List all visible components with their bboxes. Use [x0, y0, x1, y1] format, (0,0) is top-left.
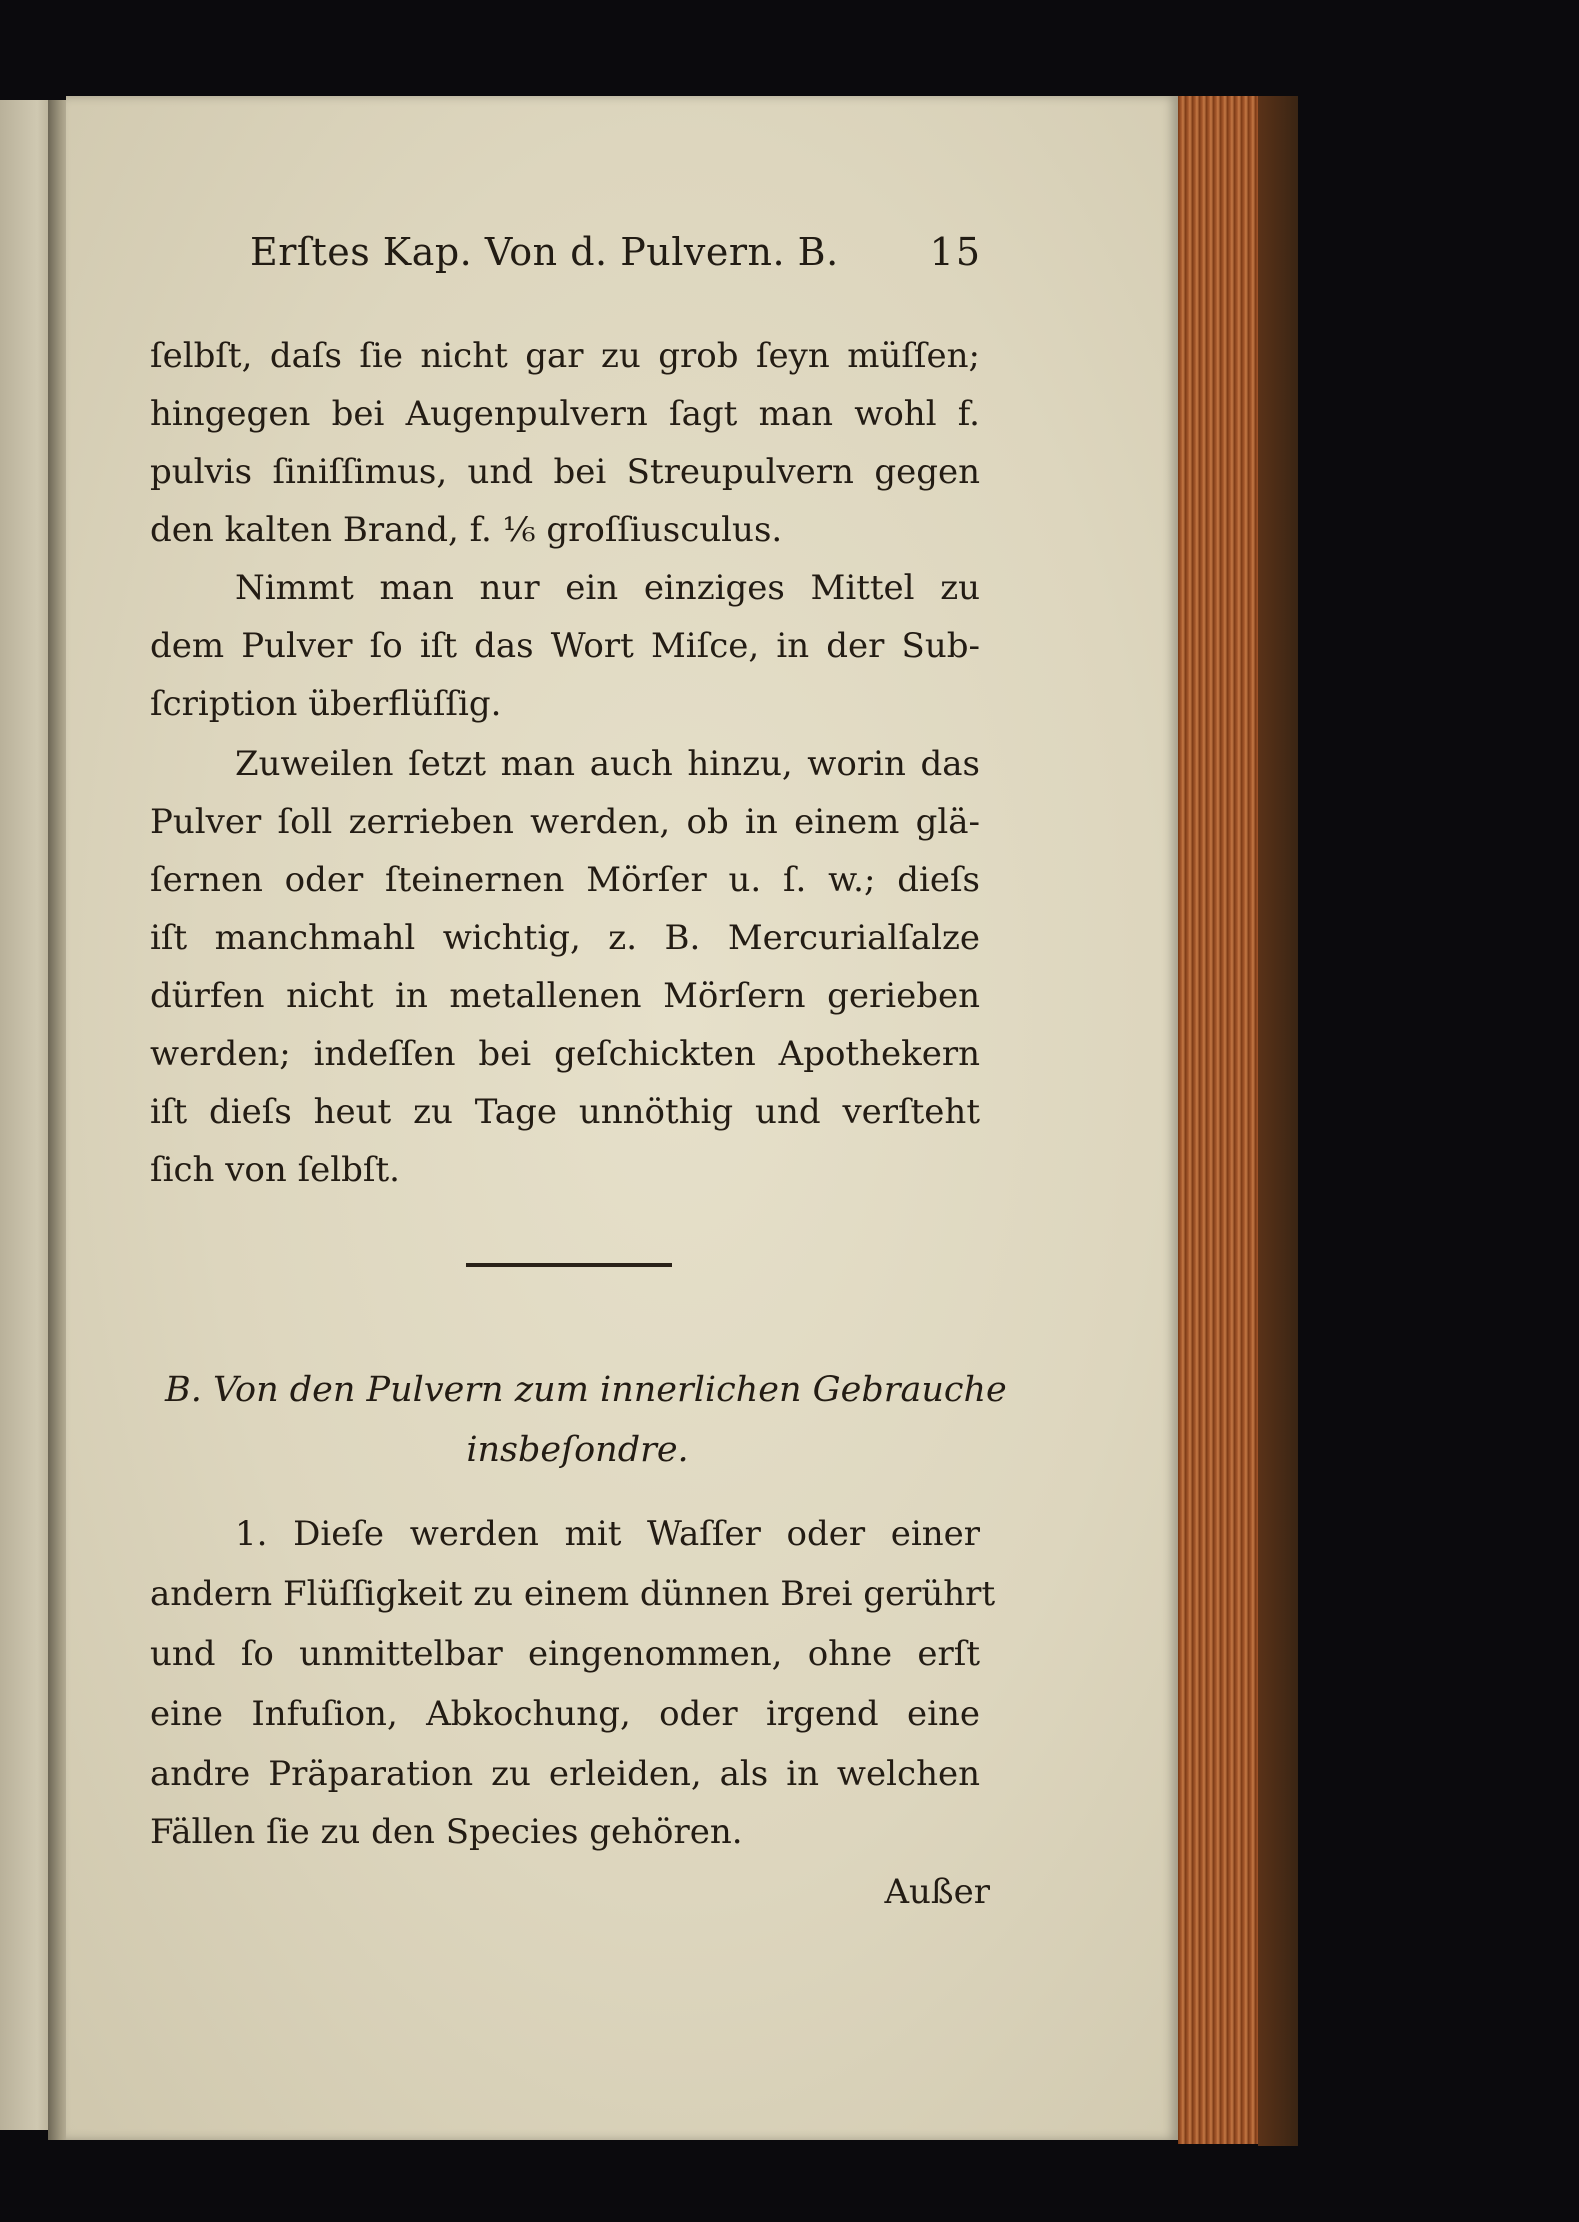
text-line: pulvis ſiniſſimus, und bei Streupulvern gegen [150, 452, 980, 492]
text-line: ſelbſt, daſs ſie nicht gar zu grob ſeyn müſſen; [150, 336, 980, 376]
section-heading: B. Von den Pulvern zum innerlichen Gebrauche [165, 1370, 1007, 1410]
running-head-title: Erſtes Kap. Von d. Pulvern. B. [250, 230, 839, 274]
text-line: ſich von ſelbſt. [150, 1150, 400, 1190]
section-heading-continued: insbeſondre. [466, 1430, 689, 1470]
text-line: ſcription überflüſſig. [150, 684, 502, 724]
section-divider-rule [466, 1263, 672, 1267]
text-line: eine Infuſion, Abkochung, oder irgend eine [150, 1694, 980, 1734]
text-line: andre Präparation zu erleiden, als in welchen [150, 1754, 980, 1794]
text-line: hingegen bei Augenpulvern ſagt man wohl f. [150, 394, 980, 434]
text-line: andern Flüſſigkeit zu einem dünnen Brei gerührt [150, 1574, 996, 1614]
book-cover-edge [1258, 96, 1298, 2146]
page-number: 15 [929, 230, 982, 274]
text-line: dürfen nicht in metallenen Mörſern gerieben [150, 976, 980, 1016]
text-line: Zuweilen ſetzt man auch hinzu, worin das [235, 744, 980, 784]
text-line: Pulver ſoll zerrieben werden, ob in einem glä- [150, 802, 980, 842]
running-head [250, 230, 982, 290]
text-line: den kalten Brand, f. ⅙ groſſiusculus. [150, 510, 783, 550]
text-line: 1. Dieſe werden mit Waſſer oder einer [235, 1514, 980, 1554]
text-line: ſernen oder ſteinernen Mörſer u. ſ. w.; dieſs [150, 860, 980, 900]
text-line: werden; indeſſen bei geſchickten Apothekern [150, 1034, 980, 1074]
text-line: dem Pulver ſo iſt das Wort Miſce, in der Sub- [150, 626, 980, 666]
text-line: und ſo unmittelbar eingenommen, ohne erſt [150, 1634, 980, 1674]
catchword: Außer [884, 1872, 990, 1912]
text-line: Nimmt man nur ein einziges Mittel zu [235, 568, 980, 608]
text-line: iſt manchmahl wichtig, z. B. Mercurialſalze [150, 918, 980, 958]
text-line: iſt dieſs heut zu Tage unnöthig und verſteht [150, 1092, 980, 1132]
text-line: Fällen ſie zu den Species gehören. [150, 1812, 743, 1852]
